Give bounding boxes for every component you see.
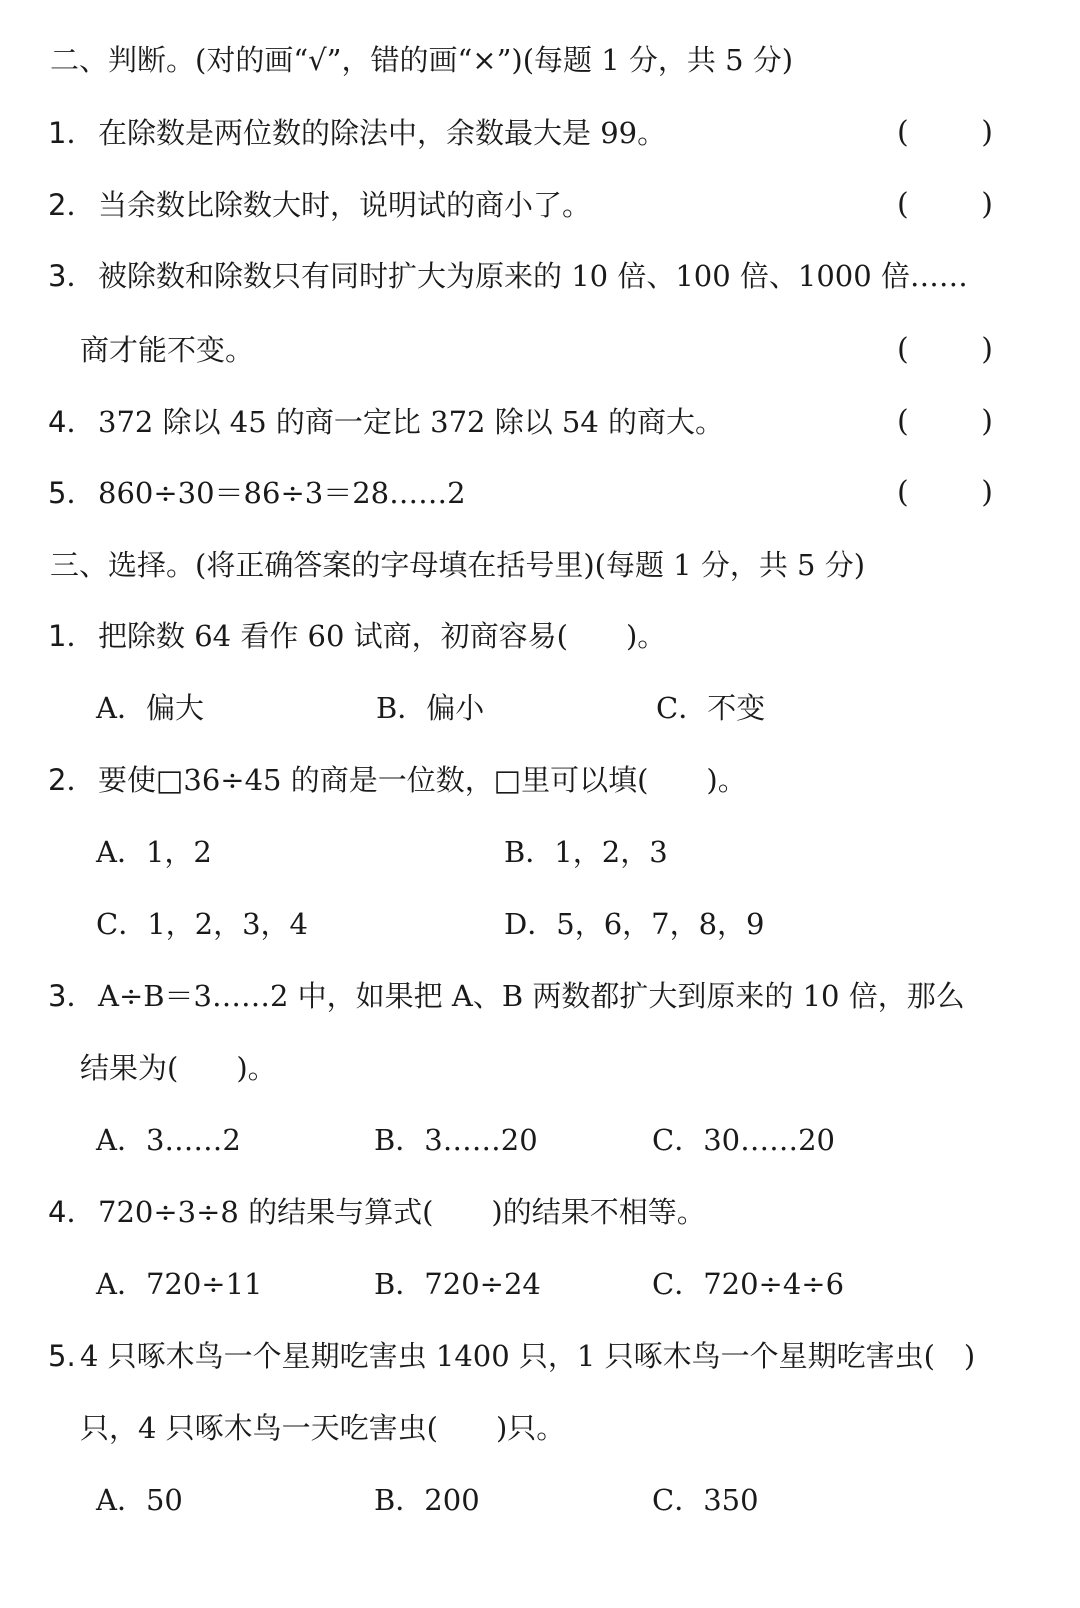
- option-b[interactable]: B．200: [374, 1483, 480, 1517]
- answer-parentheses[interactable]: ( ): [897, 332, 993, 367]
- choice-question-2: [0, 750, 1080, 810]
- item-number: 1．: [48, 116, 96, 150]
- question-text-continued: 只，4 只啄木鸟一天吃害虫( )只。: [80, 1411, 566, 1445]
- choice-question-4: [0, 1182, 1080, 1242]
- item-text-continued: 商才能不变。: [80, 333, 255, 367]
- question-2-options-row2: [0, 894, 1080, 954]
- choice-question-5-continued: [0, 1398, 1080, 1458]
- option-b[interactable]: B．偏小: [376, 691, 485, 725]
- judge-item-3-continued: [0, 320, 1080, 380]
- question-2-options-row1: [0, 822, 1080, 882]
- item-text: 372 除以 45 的商一定比 372 除以 54 的商大。: [98, 405, 725, 439]
- option-d[interactable]: D．5，6，7，8，9: [504, 907, 765, 941]
- option-a[interactable]: A．偏大: [96, 691, 204, 725]
- question-3-options: [0, 1110, 1080, 1170]
- choice-question-1: [0, 606, 1080, 666]
- section3-heading-row: [0, 535, 1080, 595]
- answer-parentheses[interactable]: ( ): [897, 475, 993, 510]
- option-a[interactable]: A．1，2: [96, 835, 212, 869]
- question-number: 5.: [48, 1339, 76, 1373]
- question-number: 1．: [48, 619, 96, 653]
- question-number: 4．: [48, 1195, 96, 1229]
- question-4-options: [0, 1254, 1080, 1314]
- option-b[interactable]: B．1，2，3: [504, 835, 668, 869]
- item-text: 在除数是两位数的除法中，余数最大是 99。: [98, 116, 667, 150]
- option-c[interactable]: C．1，2，3，4: [96, 907, 308, 941]
- option-c[interactable]: C．720÷4÷6: [652, 1267, 845, 1301]
- question-1-options: [0, 678, 1080, 738]
- option-c[interactable]: C．350: [652, 1483, 759, 1517]
- section2-heading: 二、判断。(对的画“√”，错的画“×”)(每题 1 分，共 5 分): [50, 43, 794, 77]
- option-a[interactable]: A．50: [96, 1483, 183, 1517]
- section3-heading: 三、选择。(将正确答案的字母填在括号里)(每题 1 分，共 5 分): [50, 548, 866, 582]
- judge-item-4: [0, 392, 1080, 452]
- answer-parentheses[interactable]: ( ): [897, 115, 993, 150]
- item-text: 被除数和除数只有同时扩大为原来的 10 倍、100 倍、1000 倍……: [98, 259, 968, 293]
- question-5-options: [0, 1470, 1080, 1530]
- option-a[interactable]: A．720÷11: [96, 1267, 263, 1301]
- judge-item-5: [0, 463, 1080, 523]
- section2-heading-row: [0, 30, 1080, 90]
- question-text: 4 只啄木鸟一个星期吃害虫 1400 只，1 只啄木鸟一个星期吃害虫( ): [80, 1339, 976, 1373]
- question-text-continued: 结果为( )。: [80, 1051, 277, 1085]
- option-b[interactable]: B．720÷24: [374, 1267, 541, 1301]
- option-c[interactable]: C．30……20: [652, 1123, 835, 1157]
- question-number: 3．: [48, 979, 96, 1013]
- item-number: 5．: [48, 476, 96, 510]
- question-text: 720÷3÷8 的结果与算式( )的结果不相等。: [98, 1195, 706, 1229]
- question-number: 2．: [48, 763, 96, 797]
- option-a[interactable]: A．3……2: [96, 1123, 241, 1157]
- item-number: 2．: [48, 188, 96, 222]
- item-text: 860÷30＝86÷3＝28……2: [98, 476, 466, 510]
- judge-item-2: [0, 175, 1080, 235]
- option-b[interactable]: B．3……20: [374, 1123, 538, 1157]
- judge-item-3: [0, 246, 1080, 306]
- item-text: 当余数比除数大时，说明试的商小了。: [98, 188, 592, 222]
- choice-question-3: [0, 966, 1080, 1026]
- question-text: A÷B＝3……2 中，如果把 A、B 两数都扩大到原来的 10 倍，那么: [98, 979, 965, 1013]
- item-number: 4．: [48, 405, 96, 439]
- option-c[interactable]: C．不变: [656, 691, 766, 725]
- question-text: 把除数 64 看作 60 试商，初商容易( )。: [98, 619, 667, 653]
- item-number: 3．: [48, 259, 96, 293]
- question-text: 要使□36÷45 的商是一位数，□里可以填( )。: [98, 763, 747, 797]
- choice-question-3-continued: [0, 1038, 1080, 1098]
- answer-parentheses[interactable]: ( ): [897, 187, 993, 222]
- judge-item-1: [0, 103, 1080, 163]
- answer-parentheses[interactable]: ( ): [897, 404, 993, 439]
- choice-question-5: [0, 1326, 1080, 1386]
